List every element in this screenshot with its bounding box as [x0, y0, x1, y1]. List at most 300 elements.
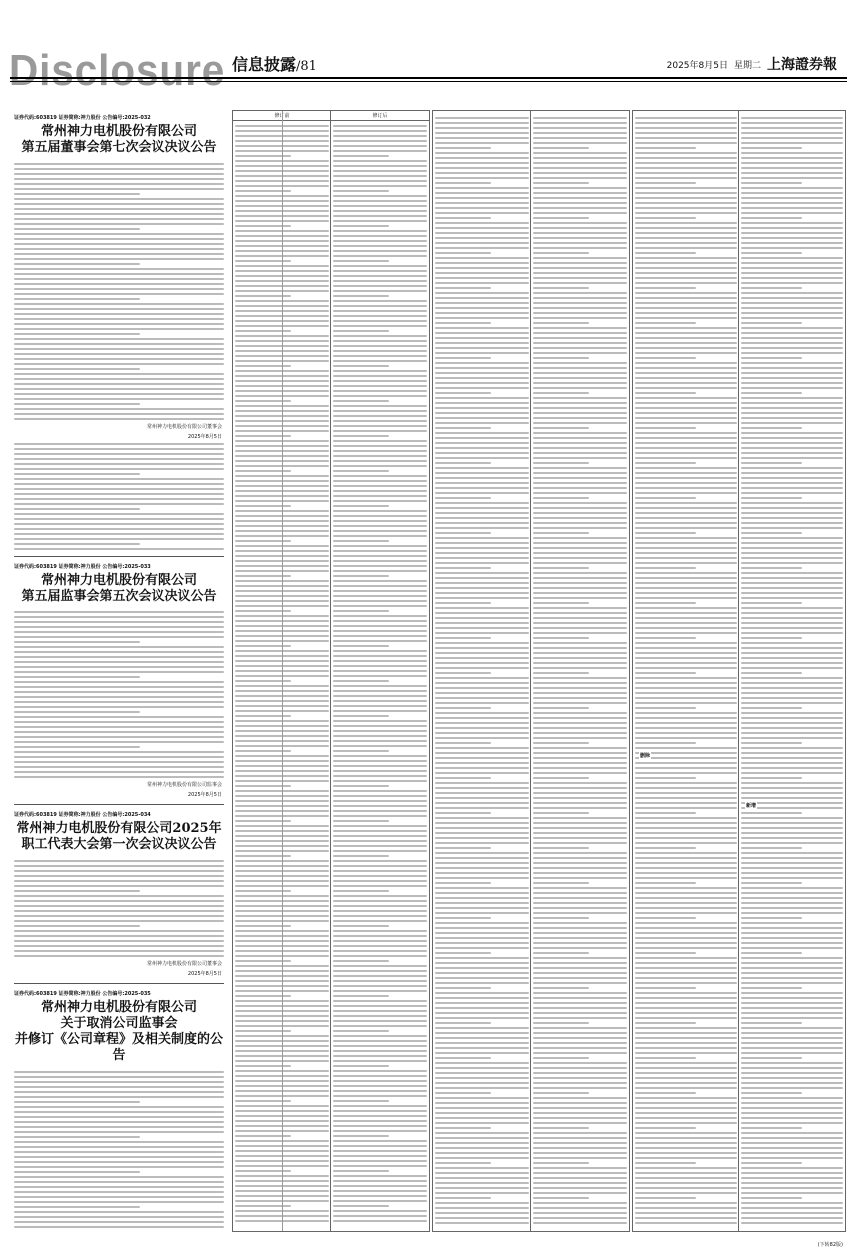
- text-line: [533, 847, 589, 849]
- text-line: [741, 737, 843, 739]
- text-line: [741, 347, 843, 349]
- text-line: [435, 532, 491, 534]
- text-line: [635, 717, 737, 719]
- text-line: [435, 612, 529, 614]
- text-line: [635, 322, 696, 324]
- text-line: [435, 527, 529, 529]
- text-line: [435, 272, 529, 274]
- text-line: [333, 830, 427, 832]
- text-line: [14, 248, 224, 250]
- text-line: [741, 292, 843, 294]
- text-line: [741, 657, 843, 659]
- text-line: [333, 1175, 427, 1177]
- text-line: [14, 533, 224, 535]
- text-line: [435, 892, 529, 894]
- text-line: [333, 255, 427, 257]
- text-line: [14, 1216, 224, 1218]
- text-line: [635, 452, 737, 454]
- text-line: [741, 1052, 843, 1054]
- text-line: [635, 392, 696, 394]
- text-line: [635, 212, 737, 214]
- text-line: [635, 637, 696, 639]
- text-line: [741, 207, 843, 209]
- text-line: [741, 1187, 843, 1189]
- text-line: [333, 535, 427, 537]
- text-line: [333, 1135, 389, 1137]
- text-line: [435, 152, 529, 154]
- text-line: [533, 922, 627, 924]
- announcement-body: [14, 163, 224, 420]
- text-line: [741, 932, 843, 934]
- text-line: [435, 407, 529, 409]
- text-line: [635, 307, 737, 309]
- text-line: [14, 696, 224, 698]
- text-line: [333, 730, 427, 732]
- text-line: [333, 1160, 427, 1162]
- text-line: [14, 746, 140, 748]
- text-line: [741, 917, 802, 919]
- text-line: [14, 263, 140, 265]
- text-line: [435, 617, 529, 619]
- text-line: [533, 432, 627, 434]
- text-line: [635, 202, 737, 204]
- text-line: [741, 477, 843, 479]
- text-line: [435, 1117, 529, 1119]
- text-line: [533, 337, 627, 339]
- text-line: [741, 462, 802, 464]
- text-line: [741, 887, 843, 889]
- text-line: [435, 1107, 529, 1109]
- text-line: [741, 1157, 843, 1159]
- text-line: [435, 117, 529, 119]
- text-line: [635, 602, 696, 604]
- text-line: [533, 512, 627, 514]
- text-line: [14, 890, 140, 892]
- text-line: [741, 707, 802, 709]
- text-line: [741, 747, 843, 749]
- text-line: [14, 925, 140, 927]
- text-line: [435, 177, 529, 179]
- text-line: [635, 982, 737, 984]
- text-line: [333, 1010, 427, 1012]
- text-line: [333, 380, 427, 382]
- text-line: [533, 482, 627, 484]
- text-line: [14, 1081, 224, 1083]
- table-column-after: [533, 115, 627, 1225]
- text-line: [14, 900, 224, 902]
- text-line: [741, 682, 843, 684]
- text-line: [533, 342, 627, 344]
- text-line: [741, 582, 843, 584]
- text-line: [333, 530, 427, 532]
- text-line: [635, 647, 737, 649]
- text-line: [435, 232, 529, 234]
- text-line: [533, 732, 627, 734]
- divider: [14, 556, 224, 557]
- text-line: [14, 666, 224, 668]
- announcement-title: [14, 821, 224, 854]
- text-line: [635, 967, 737, 969]
- text-line: [635, 707, 696, 709]
- text-line: [741, 722, 843, 724]
- text-line: [14, 338, 224, 340]
- text-line: [333, 895, 427, 897]
- text-line: [741, 862, 843, 864]
- text-line: [741, 612, 843, 614]
- text-line: [741, 302, 843, 304]
- text-line: [14, 686, 224, 688]
- text-line: [741, 122, 843, 124]
- text-line: [635, 412, 737, 414]
- text-line: [741, 1097, 843, 1099]
- text-line: [333, 800, 427, 802]
- text-line: [435, 647, 529, 649]
- text-line: [14, 1076, 224, 1078]
- text-line: [14, 726, 224, 728]
- text-line: [333, 460, 427, 462]
- text-line: [741, 637, 802, 639]
- text-line: [333, 365, 389, 367]
- text-line: [333, 1035, 427, 1037]
- text-line: [741, 147, 802, 149]
- text-line: [533, 942, 627, 944]
- text-line: [533, 977, 627, 979]
- text-line: [435, 607, 529, 609]
- text-line: [435, 1042, 529, 1044]
- text-line: [14, 398, 224, 400]
- text-line: [741, 282, 843, 284]
- text-line: [741, 1092, 802, 1094]
- title-line: 常州神力电机股份有限公司: [40, 999, 197, 1015]
- text-line: [741, 1197, 802, 1199]
- text-line: [14, 1151, 224, 1153]
- text-line: [333, 570, 427, 572]
- text-line: [435, 542, 529, 544]
- text-line: [435, 307, 529, 309]
- text-line: [741, 687, 843, 689]
- text-line: [635, 432, 737, 434]
- text-line: [533, 437, 627, 439]
- text-line: [533, 277, 627, 279]
- text-line: [333, 1210, 427, 1212]
- text-line: [14, 368, 140, 370]
- text-line: [435, 982, 529, 984]
- text-line: [635, 367, 737, 369]
- text-line: [635, 1222, 737, 1224]
- text-line: [635, 427, 696, 429]
- text-line: [635, 187, 737, 189]
- text-line: [333, 265, 427, 267]
- text-line: [741, 1087, 843, 1089]
- text-line: [14, 935, 224, 937]
- text-line: [635, 497, 696, 499]
- text-line: [435, 967, 529, 969]
- text-line: [435, 1132, 529, 1134]
- text-line: [533, 397, 627, 399]
- text-line: [635, 207, 737, 209]
- text-line: [635, 812, 696, 814]
- text-line: [14, 860, 224, 862]
- text-line: [333, 175, 427, 177]
- text-line: [435, 592, 529, 594]
- text-line: [533, 1177, 627, 1179]
- text-line: [435, 742, 491, 744]
- text-line: [741, 962, 843, 964]
- text-line: [435, 972, 529, 974]
- text-line: [635, 1182, 737, 1184]
- text-line: [533, 882, 589, 884]
- text-line: [533, 117, 627, 119]
- text-line: [635, 947, 737, 949]
- text-line: [14, 1191, 224, 1193]
- text-line: [435, 997, 529, 999]
- text-line: [741, 1172, 843, 1174]
- text-line: [635, 232, 737, 234]
- text-line: [533, 1082, 627, 1084]
- text-line: [741, 1162, 802, 1164]
- text-line: [14, 388, 224, 390]
- text-line: [533, 272, 627, 274]
- text-line: [435, 302, 529, 304]
- text-line: [333, 1205, 389, 1207]
- text-line: [333, 1125, 427, 1127]
- text-line: [741, 1217, 843, 1219]
- text-line: [533, 197, 627, 199]
- text-line: [435, 197, 529, 199]
- text-line: [333, 185, 427, 187]
- text-line: [741, 337, 843, 339]
- text-line: [635, 1132, 737, 1134]
- text-line: [333, 540, 389, 542]
- text-line: [435, 187, 529, 189]
- text-line: [635, 197, 737, 199]
- text-line: [533, 667, 627, 669]
- text-line: [741, 497, 802, 499]
- text-line: [533, 282, 627, 284]
- text-line: [635, 1157, 737, 1159]
- text-line: [741, 362, 843, 364]
- text-line: [635, 217, 696, 219]
- text-line: [333, 1130, 427, 1132]
- text-line: [635, 772, 737, 774]
- text-line: [741, 132, 843, 134]
- text-line: [741, 1132, 843, 1134]
- text-line: [635, 872, 737, 874]
- text-line: [14, 1116, 224, 1118]
- text-line: [435, 722, 529, 724]
- text-line: [14, 651, 224, 653]
- text-line: [635, 177, 737, 179]
- text-line: [333, 665, 427, 667]
- text-line: [435, 242, 529, 244]
- text-line: [435, 212, 529, 214]
- text-line: [435, 282, 529, 284]
- text-line: [741, 752, 843, 754]
- text-line: [533, 702, 627, 704]
- text-line: [635, 277, 737, 279]
- text-line: [533, 1112, 627, 1114]
- text-line: [533, 1162, 589, 1164]
- text-line: [435, 1127, 491, 1129]
- text-line: [333, 805, 427, 807]
- text-line: [333, 1170, 389, 1172]
- text-line: [435, 1162, 491, 1164]
- text-line: [333, 345, 427, 347]
- text-line: [533, 997, 627, 999]
- text-line: [741, 137, 843, 139]
- text-line: [333, 285, 427, 287]
- text-line: [741, 712, 843, 714]
- text-line: [333, 515, 427, 517]
- text-line: [333, 430, 427, 432]
- section-name: 信息披露: [232, 55, 297, 74]
- text-line: [635, 1207, 737, 1209]
- text-line: [741, 842, 843, 844]
- text-line: [333, 735, 427, 737]
- text-line: [741, 1147, 843, 1149]
- text-line: [635, 692, 737, 694]
- text-line: [435, 857, 529, 859]
- text-line: [14, 393, 224, 395]
- text-line: [635, 1217, 737, 1219]
- text-line: [14, 641, 140, 643]
- text-line: [533, 757, 627, 759]
- text-line: [533, 412, 627, 414]
- table-column-after: [741, 115, 843, 1225]
- text-line: [435, 827, 529, 829]
- text-line: [741, 267, 843, 269]
- text-line: [333, 1165, 427, 1167]
- text-line: [435, 812, 491, 814]
- text-line: [435, 297, 529, 299]
- text-line: [333, 695, 427, 697]
- text-line: [741, 367, 843, 369]
- text-line: [533, 897, 627, 899]
- text-line: [435, 457, 529, 459]
- text-line: [635, 287, 696, 289]
- text-line: [14, 636, 224, 638]
- text-line: [533, 157, 627, 159]
- text-line: [741, 172, 843, 174]
- text-line: [635, 1177, 737, 1179]
- text-line: [533, 287, 589, 289]
- text-line: [533, 292, 627, 294]
- text-line: [333, 1140, 427, 1142]
- text-line: [14, 298, 140, 300]
- text-line: [333, 630, 427, 632]
- text-line: [533, 832, 627, 834]
- text-line: [741, 327, 843, 329]
- text-line: [435, 672, 491, 674]
- text-line: [333, 1100, 389, 1102]
- text-line: [741, 482, 843, 484]
- text-line: [533, 487, 627, 489]
- text-line: [435, 312, 529, 314]
- text-line: [533, 687, 627, 689]
- announcement-articles-amendment: [14, 990, 224, 1231]
- text-line: [635, 127, 737, 129]
- text-line: [635, 1082, 737, 1084]
- text-line: [635, 1107, 737, 1109]
- text-line: [14, 691, 224, 693]
- text-line: [635, 667, 737, 669]
- text-line: [741, 1102, 843, 1104]
- text-line: [741, 592, 843, 594]
- text-line: [533, 177, 627, 179]
- text-line: [333, 825, 427, 827]
- text-line: [635, 1052, 737, 1054]
- text-line: [14, 895, 224, 897]
- text-line: [741, 632, 843, 634]
- text-line: [635, 1197, 696, 1199]
- text-line: [741, 1077, 843, 1079]
- text-line: [533, 607, 627, 609]
- text-line: [435, 1032, 529, 1034]
- text-line: [435, 257, 529, 259]
- text-line: [533, 517, 627, 519]
- text-line: [435, 687, 529, 689]
- text-line: [635, 1147, 737, 1149]
- text-line: [533, 1072, 627, 1074]
- text-line: [435, 1122, 529, 1124]
- text-line: [333, 670, 427, 672]
- text-line: [333, 1065, 389, 1067]
- text-line: [333, 470, 389, 472]
- text-line: [435, 602, 491, 604]
- text-line: [533, 1122, 627, 1124]
- text-line: [333, 145, 427, 147]
- text-line: [435, 902, 529, 904]
- text-line: [635, 902, 737, 904]
- text-line: [533, 142, 627, 144]
- text-line: [533, 1132, 627, 1134]
- text-line: [333, 915, 427, 917]
- text-line: [635, 942, 737, 944]
- text-line: [635, 362, 737, 364]
- text-line: [435, 1202, 529, 1204]
- text-line: [533, 362, 627, 364]
- text-line: [741, 877, 843, 879]
- text-line: [635, 787, 737, 789]
- text-line: [533, 887, 627, 889]
- text-line: [333, 650, 427, 652]
- signature-date: 2025年8月5日: [187, 970, 222, 977]
- table-rule: [282, 111, 283, 1231]
- text-line: [635, 562, 737, 564]
- text-line: [333, 245, 427, 247]
- text-line: [333, 1110, 427, 1112]
- text-line: [14, 905, 224, 907]
- text-line: [533, 912, 627, 914]
- text-line: [635, 492, 737, 494]
- page-number: /81: [296, 59, 317, 74]
- text-line: [435, 497, 491, 499]
- text-line: [741, 242, 843, 244]
- text-line: [635, 762, 737, 764]
- text-line: [435, 317, 529, 319]
- text-line: [635, 677, 737, 679]
- text-line: [635, 957, 737, 959]
- text-line: [741, 127, 843, 129]
- text-line: [635, 1087, 737, 1089]
- text-line: [635, 257, 737, 259]
- text-line: [635, 152, 737, 154]
- text-line: [635, 552, 737, 554]
- text-line: [741, 517, 843, 519]
- text-line: [435, 882, 491, 884]
- text-line: [533, 162, 627, 164]
- text-line: [14, 318, 224, 320]
